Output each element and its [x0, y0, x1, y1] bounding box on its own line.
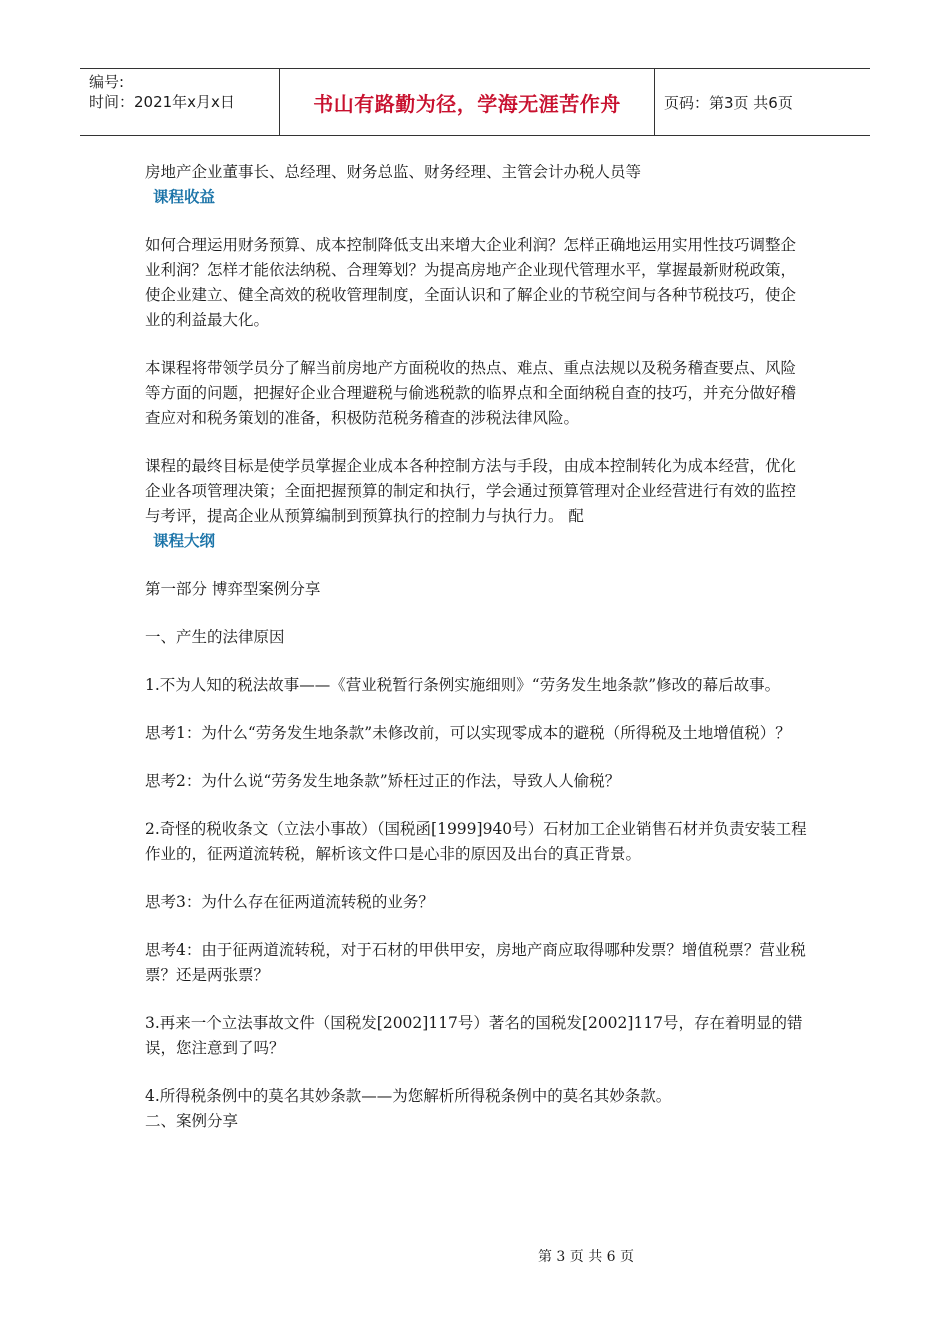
section-title: 一、产生的法律原因 — [145, 628, 285, 646]
header-page-info: 页码：第3页 共6页 — [664, 93, 793, 112]
list-item: 思考3：为什么存在征两道流转税的业务？ — [145, 893, 434, 911]
list-item: 思考1：为什么“劳务发生地条款”未修改前，可以实现零成本的避税（所得税及土地增值税）？ — [145, 724, 791, 742]
list-item: 4.所得税条例中的莫名其妙条款——为您解析所得税条例中的莫名其妙条款。 — [145, 1087, 672, 1105]
part-title: 第一部分 博弈型案例分享 — [145, 580, 321, 598]
header-meta — [80, 69, 280, 135]
paragraph: 本课程将带领学员分了解当前房地产方面税收的热点、难点、重点法规以及税务稽查要点、风险等方面的问题，把握好企业合理避税与偷逃税款的临界点和全面纳税自查的技巧，并充分做好稽查应对和税务策划的准备，积极防范税务稽查的涉税法律风险。 — [145, 359, 797, 427]
list-item: 思考4：由于征两道流转税，对于石材的甲供甲安，房地产商应取得哪种发票？增值税票？营业税票？还是两张票？ — [145, 941, 806, 984]
paragraph: 课程的最终目标是使学员掌握企业成本各种控制方法与手段，由成本控制转化为成本经营，优化企业各项管理决策；全面把握预算的制定和执行，学会通过预算管理对企业经营进行有效的监控与考评，提高企业从预算编制到预算执行的控制力与执行力。 配 — [145, 457, 797, 525]
document-body — [145, 160, 810, 1134]
heading-course-benefits: 课程收益 — [153, 188, 216, 206]
paragraph: 如何合理运用财务预算、成本控制降低支出来增大企业利润？怎样正确地运用实用性技巧调整企业利润？怎样才能依法纳税、合理筹划？为提高房地产企业现代管理水平，掌握最新财税政策，使企业建立、健全高效的税收管理制度，全面认识和了解企业的节税空间与各种节税技巧，使企业的利益最大化。 — [145, 236, 797, 329]
document-number-label: 编号: — [89, 73, 125, 91]
page-header — [80, 68, 870, 136]
section-title: 二、案例分享 — [145, 1112, 239, 1130]
list-item: 3.再来一个立法事故文件（国税发[2002]117号）著名的国税发[2002]117号，存在着明显的错误，您注意到了吗？ — [145, 1014, 803, 1057]
header-motto: 书山有路勤为径，学海无涯苦作舟 — [280, 69, 655, 135]
audience-text: 房地产企业董事长、总经理、财务总监、财务经理、主管会计办税人员等 — [145, 163, 642, 181]
list-item: 1.不为人知的税法故事——《营业税暂行条例实施细则》“劳务发生地条款”修改的幕后故事。 — [145, 676, 781, 694]
document-date: 时间：2021年x月x日 — [89, 93, 235, 111]
list-item: 思考2：为什么说“劳务发生地条款”矫枉过正的作法，导致人人偷税？ — [145, 772, 621, 790]
heading-course-outline: 课程大纲 — [153, 532, 216, 550]
list-item: 2.奇怪的税收条文（立法小事故）（国税函[1999]940号）石材加工企业销售石材并负责安装工程作业的，征两道流转税，解析该文件口是心非的原因及出台的真正背景。 — [145, 820, 807, 863]
page-footer: 第 3 页 共 6 页 — [537, 1249, 635, 1265]
